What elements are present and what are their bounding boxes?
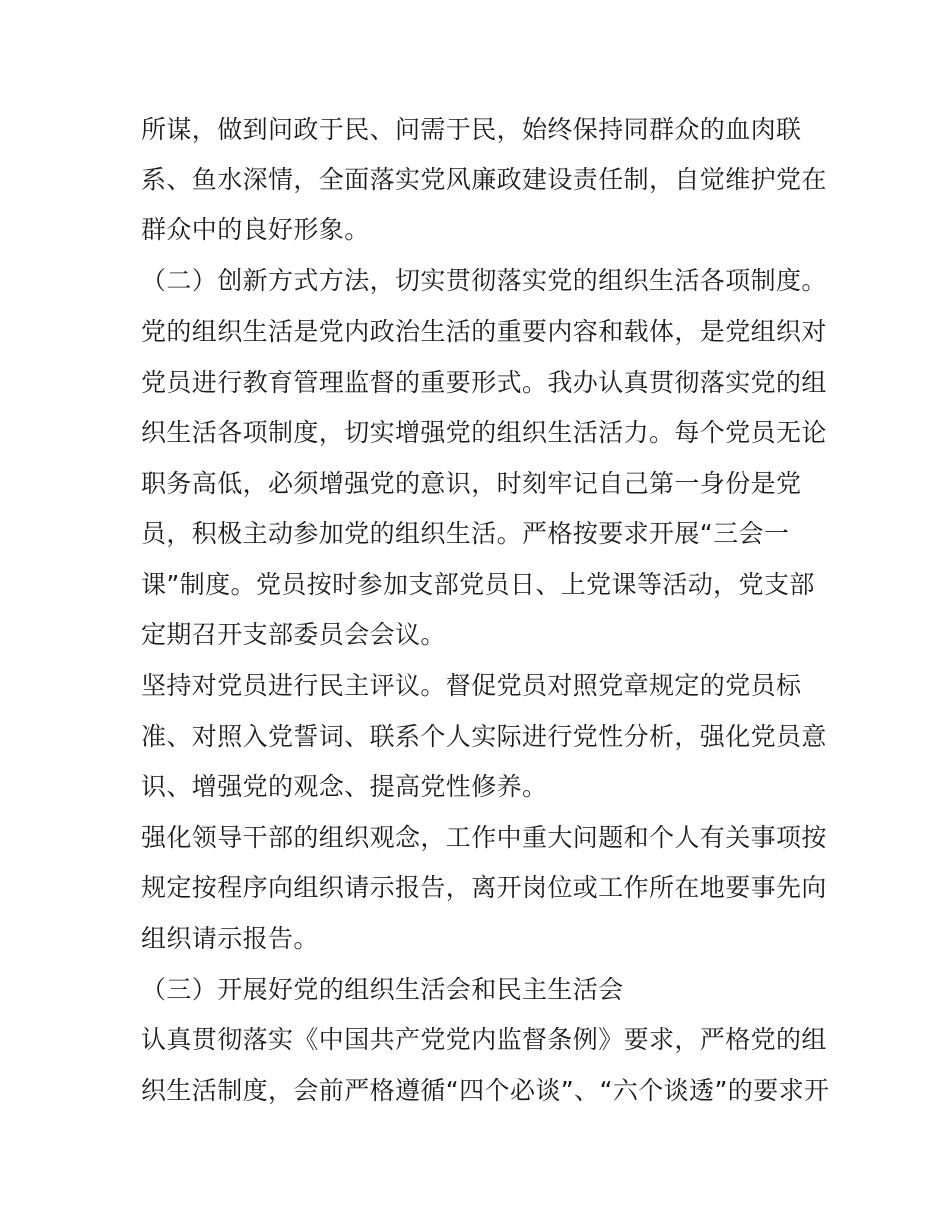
text-line: 员，积极主动参加党的组织生活。严格按要求开展“三会一 — [141, 519, 790, 548]
text-line: 群众中的良好形象。 — [141, 215, 370, 244]
text-line: 识、增强党的观念、提高党性修养。 — [141, 772, 548, 801]
text-line: 织生活各项制度，切实增强党的组织生活活力。每个党员无论 — [141, 418, 827, 447]
text-line: 坚持对党员进行民主评议。督促党员对照党章规定的党员标 — [141, 671, 802, 700]
text-line: 组织请示报告。 — [141, 924, 319, 953]
text-line: 课”制度。党员按时参加支部党员日、上党课等活动，党支部 — [141, 570, 815, 599]
text-line: 党的组织生活是党内政治生活的重要内容和载体，是党组织对 — [141, 317, 827, 346]
text-line: 认真贯彻落实《中国共产党党内监督条例》要求，严格党的组 — [141, 1025, 827, 1054]
text-line: 规定按程序向组织请示报告，离开岗位或工作所在地要事先向 — [141, 873, 827, 902]
text-line: 准、对照入党誓词、联系个人实际进行党性分析，强化党员意 — [141, 722, 827, 751]
text-line: 所谋，做到问政于民、问需于民，始终保持同群众的血肉联 — [141, 115, 802, 144]
text-line: 定期召开支部委员会会议。 — [141, 620, 446, 649]
text-line: 强化领导干部的组织观念，工作中重大问题和个人有关事项按 — [141, 823, 827, 852]
text-line: 职务高低，必须增强党的意识，时刻牢记自己第一身份是党 — [141, 469, 802, 498]
text-line: 织生活制度，会前严格遵循“四个必谈”、“六个谈透”的要求开 — [141, 1076, 830, 1105]
section-heading: （二）创新方式方法，切实贯彻落实党的组织生活各项制度。 — [141, 266, 827, 295]
text-line: 系、鱼水深情，全面落实党风廉政建设责任制，自觉维护党在 — [141, 165, 827, 194]
text-line: 党员进行教育管理监督的重要形式。我办认真贯彻落实党的组 — [141, 368, 827, 397]
section-heading: （三）开展好党的组织生活会和民主生活会 — [141, 975, 624, 1004]
